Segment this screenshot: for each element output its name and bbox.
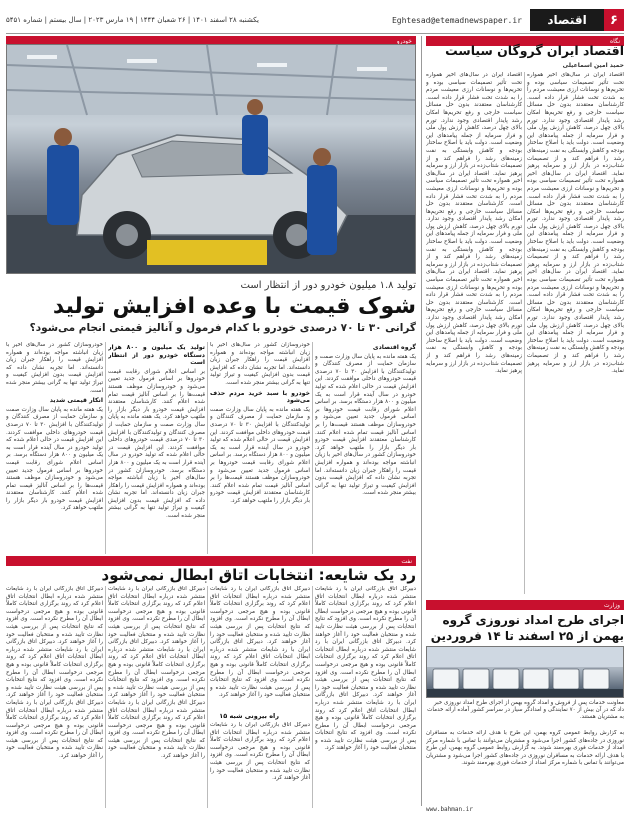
sidebar-text-4: اقتصاد ایران در سال‌های اخیر همواره تحت تأثیر تصمیمات سیاسی بوده و تحریم‌ها و نوسانات ارزی معیشت مردم را به شدت تحت فشار قرار داده است. کارشناسان معتقدند بدون حل مسائل سیاست خارجی و رفع تحریم‌ها امکان رشد پایدار اقتصادی وجود ندارد. تورم بالای چهل درصد، کاهش ارزش پول ملی و فرار سرمایه از جمله پیامدهای این وضعیت است. دولت باید با اصلاح ساختار بودجه و کاهش وابستگی به نفت زمینه‌های رشد را فراهم کند و از تصمیمات شتاب‌زده در بازار ارز و سرمایه پرهیز نماید. bbox=[426, 72, 522, 177]
second-subhead: راه بیرونی شبه ۱۵ bbox=[219, 712, 279, 720]
second-text-5: دبیرکل اتاق بازرگانی ایران با رد شایعات منتشر شده درباره ابطال انتخابات اتاق اعلام کرد که روند برگزاری انتخابات کاملاً قانونی بوده و هیچ مرجعی درخواست ابطال آن را مطرح نکرده است. وی افزود که نتایج انتخابات پس از بررسی هیئت نظارت تایید شده و منتخبان فعالیت خود را آغاز خواهند کرد. bbox=[210, 639, 310, 699]
tag-transport: وزارت bbox=[426, 600, 624, 610]
second-column-2b bbox=[210, 722, 310, 808]
main-text-c-4: خودروسازان کشور در سال‌های اخیر با زیان انباشته مواجه بوده‌اند و همواره افزایش قیمت را راهکار جبران زیان دانسته‌اند. اما تجربه نشان داده که افزایش قیمت بدون افزایش کیفیت و تیراژ تولید تنها به گرانی بیشتر منجر شده است. bbox=[6, 342, 103, 394]
column-divider bbox=[105, 342, 106, 554]
transport-column bbox=[426, 730, 624, 804]
header-divider bbox=[6, 33, 624, 34]
second-text-12: دبیرکل اتاق بازرگانی ایران با رد شایعات منتشر شده درباره ابطال انتخابات اتاق اعلام کرد که روند برگزاری انتخابات کاملاً قانونی بوده و هیچ مرجعی درخواست ابطال آن را مطرح نکرده است. وی افزود که نتایج انتخابات پس از بررسی هیئت نظارت تایید شده و منتخبان فعالیت خود را آغاز خواهند کرد. bbox=[6, 699, 103, 760]
dateline: یکشنبه ۲۸ اسفند ۱۴۰۱ | ۲۶ شعبان ۱۴۴۴ | ۱۹ مارس ۲۰۲۳ | سال بیستم | شماره ۵۴۵۱ bbox=[6, 16, 259, 24]
main-text-c-2: خودروسازان کشور در سال‌های اخیر با زیان انباشته مواجه بوده‌اند و همواره افزایش قیمت را راهکار جبران زیان دانسته‌اند. اما تجربه نشان داده که افزایش قیمت بدون افزایش کیفیت و تیراژ تولید تنها به گرانی بیشتر منجر شده است. bbox=[210, 342, 310, 386]
main-text-a-4: یک هفته مانده به پایان سال وزارت صمت و سازمان حمایت از مصرف کنندگان و تولیدکنندگان با افزایش ۳۰ تا ۷۰ درصدی قیمت خودروهای داخلی موافقت کردند. این افزایش قیمت در حالی اعلام شده که تولید خودرو در سال آینده قرار است به یک میلیون و ۸۰۰ هزار دستگاه برسد. bbox=[6, 406, 103, 459]
second-text-8: دبیرکل اتاق بازرگانی ایران با رد شایعات منتشر شده درباره ابطال انتخابات اتاق اعلام کرد که روند برگزاری انتخابات کاملاً قانونی بوده و هیچ مرجعی درخواست ابطال آن را مطرح نکرده است. وی افزود که نتایج انتخابات پس از بررسی هیئت نظارت تایید شده و منتخبان فعالیت خود را آغاز خواهند کرد. bbox=[108, 639, 205, 699]
column-divider bbox=[207, 342, 208, 554]
second-text: دبیرکل اتاق بازرگانی ایران با رد شایعات منتشر شده درباره ابطال انتخابات اتاق اعلام کرد که روند برگزاری انتخابات کاملاً قانونی بوده و هیچ مرجعی درخواست ابطال آن را مطرح نکرده است. وی افزود که نتایج انتخابات پس از بررسی هیئت نظارت تایید شده و منتخبان فعالیت خود را آغاز خواهند کرد. bbox=[315, 586, 416, 646]
sidebar-divider bbox=[421, 36, 422, 806]
main-column-2 bbox=[210, 342, 310, 554]
factory-photo bbox=[6, 44, 416, 274]
main-text-c-3: خودروسازان کشور در سال‌های اخیر با زیان انباشته مواجه بوده‌اند و همواره افزایش قیمت را راهکار جبران زیان دانسته‌اند. اما تجربه نشان داده که افزایش قیمت بدون افزایش کیفیت و تیراژ تولید تنها به گرانی بیشتر منجر شده است. bbox=[108, 467, 205, 520]
main-byline: گروه اقتصادی bbox=[372, 344, 416, 351]
section-label: اقتصاد bbox=[530, 9, 604, 31]
second-headline: رد یک شایعه: انتخابات اتاق ابطال نمی‌شود bbox=[101, 566, 416, 584]
main-col1-heading: خودرو با سبد خرید مردم حذف می‌شود bbox=[210, 389, 310, 405]
main-text-b: بر اساس اعلام شورای رقابت قیمت خودروها بر اساس فرمول جدید تعیین می‌شود و خودروسازان موظف هستند قیمت‌ها را بر اساس آنالیز قیمت تمام شده اعلام کنند. کارشناسان معتقدند افزایش قیمت خودرو بار دیگر بازار را ملتهب خواهد کرد. bbox=[315, 399, 416, 451]
main-text-b-3: بر اساس اعلام شورای رقابت قیمت خودروها بر اساس فرمول جدید تعیین می‌شود و خودروسازان موظف هستند قیمت‌ها را بر اساس آنالیز قیمت تمام شده اعلام کنند. کارشناسان معتقدند افزایش قیمت خودرو بار دیگر بازار را ملتهب خواهد کرد. bbox=[108, 368, 205, 421]
main-column-3 bbox=[108, 342, 205, 554]
column-divider bbox=[312, 586, 313, 808]
second-text-3: دبیرکل اتاق بازرگانی ایران با رد شایعات منتشر شده درباره ابطال انتخابات اتاق اعلام کرد که روند برگزاری انتخابات کاملاً قانونی بوده و هیچ مرجعی درخواست ابطال آن را مطرح نکرده است. وی افزود که نتایج انتخابات پس از بررسی هیئت نظارت تایید شده و منتخبان فعالیت خود را آغاز خواهند کرد. bbox=[315, 692, 416, 752]
main-col3-heading: انکار قیمتی شدید bbox=[49, 397, 103, 405]
transport-text-2: به گزارش روابط عمومی گروه بهمن، این طرح با هدف ارائه خدمات به مسافران نوروزی در جاده‌های کشور اجرا می‌شود و مشتریان می‌توانند با تماس با شماره مرکز امداد از خدمات فوری بهره‌مند شوند. bbox=[426, 745, 624, 767]
sidebar-text-6: اقتصاد ایران در سال‌های اخیر همواره تحت تأثیر تصمیمات سیاسی بوده و تحریم‌ها و نوسانات ارزی معیشت مردم را به شدت تحت فشار قرار داده است. کارشناسان معتقدند بدون حل مسائل سیاست خارجی و رفع تحریم‌ها امکان رشد پایدار اقتصادی وجود ندارد. تورم بالای چهل درصد، کاهش ارزش پول ملی و فرار سرمایه از جمله پیامدهای این وضعیت است. دولت باید با اصلاح ساختار بودجه و کاهش وابستگی به نفت زمینه‌های رشد را فراهم کند و از تصمیمات شتاب‌زده در بازار ارز و سرمایه پرهیز نماید. bbox=[426, 269, 522, 375]
sidebar-text: اقتصاد ایران در سال‌های اخیر همواره تحت تأثیر تصمیمات سیاسی بوده و تحریم‌ها و نوسانات ارزی معیشت مردم را به شدت تحت فشار قرار داده است. کارشناسان معتقدند بدون حل مسائل سیاست خارجی و رفع تحریم‌ها امکان رشد پایدار اقتصادی وجود ندارد. تورم بالای چهل درصد، کاهش ارزش پول ملی و فرار سرمایه از جمله پیامدهای این وضعیت است. دولت باید با اصلاح ساختار بودجه و کاهش وابستگی به نفت زمینه‌های رشد را فراهم کند و از تصمیمات شتاب‌زده در بازار ارز و سرمایه پرهیز نماید. bbox=[527, 72, 624, 177]
sidebar-text-2: اقتصاد ایران در سال‌های اخیر همواره تحت تأثیر تصمیمات سیاسی بوده و تحریم‌ها و نوسانات ارزی معیشت مردم را به شدت تحت فشار قرار داده است. کارشناسان معتقدند بدون حل مسائل سیاست خارجی و رفع تحریم‌ها امکان رشد پایدار اقتصادی وجود ندارد. تورم بالای چهل درصد، کاهش ارزش پول ملی و فرار سرمایه از جمله پیامدهای این وضعیت است. دولت باید با اصلاح ساختار بودجه و کاهش وابستگی به نفت زمینه‌های رشد را فراهم کند و از تصمیمات شتاب‌زده در بازار ارز و سرمایه پرهیز نماید. bbox=[527, 170, 624, 276]
column-divider bbox=[524, 72, 525, 594]
transport-headline: اجرای طرح امداد نوروزی گروه بهمن از ۲۵ اسفند تا ۱۴ فروردین bbox=[430, 613, 624, 643]
page-number: ۶ bbox=[604, 9, 624, 31]
second-column-3 bbox=[108, 586, 205, 808]
main-col2-heading: تولید یک میلیون و ۸۰۰ هزار دستگاه خودرو دور از انتظار است bbox=[108, 344, 205, 367]
second-text-6: دبیرکل اتاق بازرگانی ایران با رد شایعات منتشر شده درباره ابطال انتخابات اتاق اعلام کرد که روند برگزاری انتخابات کاملاً قانونی بوده و هیچ مرجعی درخواست ابطال آن را مطرح نکرده است. وی افزود که نتایج انتخابات پس از بررسی هیئت نظارت تایید شده و منتخبان فعالیت خود را آغاز خواهند کرد. bbox=[210, 722, 310, 782]
second-column-4 bbox=[6, 586, 103, 808]
second-text-4: دبیرکل اتاق بازرگانی ایران با رد شایعات منتشر شده درباره ابطال انتخابات اتاق اعلام کرد که روند برگزاری انتخابات کاملاً قانونی بوده و هیچ مرجعی درخواست ابطال آن را مطرح نکرده است. وی افزود که نتایج انتخابات پس از بررسی هیئت نظارت تایید شده و منتخبان فعالیت خود را آغاز خواهند کرد. bbox=[210, 586, 310, 646]
bahman-fleet-photo bbox=[426, 646, 624, 698]
main-subhead: گرانی ۳۰ تا ۷۰ درصدی خودرو با کدام فرمول و آنالیز قیمتی انجام می‌شود؟ bbox=[29, 322, 416, 334]
transport-text: به گزارش روابط عمومی گروه بهمن، این طرح با هدف ارائه خدمات به مسافران نوروزی در جاده‌های کشور اجرا می‌شود و مشتریان می‌توانند با تماس با شماره مرکز امداد از خدمات فوری بهره‌مند شوند. bbox=[426, 730, 624, 752]
second-text-7: دبیرکل اتاق بازرگانی ایران با رد شایعات منتشر شده درباره ابطال انتخابات اتاق اعلام کرد که روند برگزاری انتخابات کاملاً قانونی بوده و هیچ مرجعی درخواست ابطال آن را مطرح نکرده است. وی افزود که نتایج انتخابات پس از بررسی هیئت نظارت تایید شده و منتخبان فعالیت خود را آغاز خواهند کرد. bbox=[108, 586, 205, 646]
main-text-a-3: یک هفته مانده به پایان سال وزارت صمت و سازمان حمایت از مصرف کنندگان و تولیدکنندگان با افزایش ۳۰ تا ۷۰ درصدی قیمت خودروهای داخلی موافقت کردند. این افزایش قیمت در حالی اعلام شده که تولید خودرو در سال آینده قرار است به یک میلیون و ۸۰۰ هزار دستگاه برسد. bbox=[108, 414, 205, 474]
main-text-b-2: بر اساس اعلام شورای رقابت قیمت خودروها بر اساس فرمول جدید تعیین می‌شود و خودروسازان موظف هستند قیمت‌ها را بر اساس آنالیز قیمت تمام شده اعلام کنند. کارشناسان معتقدند افزایش قیمت خودرو بار دیگر بازار را ملتهب خواهد کرد. bbox=[210, 452, 310, 504]
sidebar-text-3: اقتصاد ایران در سال‌های اخیر همواره تحت تأثیر تصمیمات سیاسی بوده و تحریم‌ها و نوسانات ارزی معیشت مردم را به شدت تحت فشار قرار داده است. کارشناسان معتقدند بدون حل مسائل سیاست خارجی و رفع تحریم‌ها امکان رشد پایدار اقتصادی وجود ندارد. تورم بالای چهل درصد، کاهش ارزش پول ملی و فرار سرمایه از جمله پیامدهای این وضعیت است. دولت باید با اصلاح ساختار بودجه و کاهش وابستگی به نفت زمینه‌های رشد را فراهم کند و از تصمیمات شتاب‌زده در بازار ارز و سرمایه پرهیز نماید. bbox=[527, 269, 624, 375]
sidebar-text-5: اقتصاد ایران در سال‌های اخیر همواره تحت تأثیر تصمیمات سیاسی بوده و تحریم‌ها و نوسانات ارزی معیشت مردم را به شدت تحت فشار قرار داده است. کارشناسان معتقدند بدون حل مسائل سیاست خارجی و رفع تحریم‌ها امکان رشد پایدار اقتصادی وجود ندارد. تورم بالای چهل درصد، کاهش ارزش پول ملی و فرار سرمایه از جمله پیامدهای این وضعیت است. دولت باید با اصلاح ساختار بودجه و کاهش وابستگی به نفت زمینه‌های رشد را فراهم کند و از تصمیمات شتاب‌زده در بازار ارز و سرمایه پرهیز نماید. bbox=[426, 170, 522, 276]
column-divider bbox=[207, 586, 208, 808]
main-column-1 bbox=[315, 342, 416, 554]
masthead bbox=[6, 8, 624, 32]
transport-caption: معاونت خدمات پس از فروش و امداد گروه بهمن از اجرای طرح امداد نوروزی خبر داد که در آن بیش از ۷۰ نمایندگی و امدادگر سیار در سراسر کشور آماده ارائه خدمات به مشتریان هستند. bbox=[427, 700, 624, 721]
tag-view: نگاه bbox=[426, 36, 624, 46]
section-email[interactable]: Eghtesad@etemadnewspaper.ir bbox=[391, 15, 522, 25]
main-headline: شوک قیمت با وعده افزایش تولید bbox=[52, 294, 416, 319]
sidebar-title: اقتصاد ایران گروگان سیاست bbox=[445, 43, 624, 58]
tag-auto: خودرو bbox=[6, 36, 416, 46]
second-text-11: دبیرکل اتاق بازرگانی ایران با رد شایعات منتشر شده درباره ابطال انتخابات اتاق اعلام کرد که روند برگزاری انتخابات کاملاً قانونی بوده و هیچ مرجعی درخواست ابطال آن را مطرح نکرده است. وی افزود که نتایج انتخابات پس از بررسی هیئت نظارت تایید شده و منتخبان فعالیت خود را آغاز خواهند کرد. bbox=[6, 639, 103, 699]
main-kicker: تولید ۱.۸ میلیون خودرو دور از انتظار است bbox=[240, 280, 416, 291]
second-column-1 bbox=[315, 586, 416, 808]
sidebar-column-1 bbox=[527, 72, 624, 594]
main-text-b-4: بر اساس اعلام شورای رقابت قیمت خودروها بر اساس فرمول جدید تعیین می‌شود و خودروسازان موظف هستند قیمت‌ها را بر اساس آنالیز قیمت تمام شده اعلام کنند. کارشناسان معتقدند افزایش قیمت خودرو بار دیگر بازار را ملتهب خواهد کرد. bbox=[6, 452, 103, 512]
second-text-9: دبیرکل اتاق بازرگانی ایران با رد شایعات منتشر شده درباره ابطال انتخابات اتاق اعلام کرد که روند برگزاری انتخابات کاملاً قانونی بوده و هیچ مرجعی درخواست ابطال آن را مطرح نکرده است. وی افزود که نتایج انتخابات پس از بررسی هیئت نظارت تایید شده و منتخبان فعالیت خود را آغاز خواهند کرد. bbox=[108, 699, 205, 760]
sidebar-author: حمید امین اسماعیلی bbox=[562, 62, 624, 69]
column-divider bbox=[105, 586, 106, 808]
second-text-2: دبیرکل اتاق بازرگانی ایران با رد شایعات منتشر شده درباره ابطال انتخابات اتاق اعلام کرد که روند برگزاری انتخابات کاملاً قانونی بوده و هیچ مرجعی درخواست ابطال آن را مطرح نکرده است. وی افزود که نتایج انتخابات پس از بررسی هیئت نظارت تایید شده و منتخبان فعالیت خود را آغاز خواهند کرد. bbox=[315, 639, 416, 699]
main-column-4 bbox=[6, 342, 103, 554]
tag-oil: نفت bbox=[6, 556, 416, 566]
main-text-a-2: یک هفته مانده به پایان سال وزارت صمت و سازمان حمایت از مصرف کنندگان و تولیدکنندگان با افزایش ۳۰ تا ۷۰ درصدی قیمت خودروهای داخلی موافقت کردند. این افزایش قیمت در حالی اعلام شده که تولید خودرو در سال آینده قرار است به یک میلیون و ۸۰۰ هزار دستگاه برسد. bbox=[210, 406, 310, 459]
sidebar-column-2 bbox=[426, 72, 522, 594]
main-text-c: خودروسازان کشور در سال‌های اخیر با زیان انباشته مواجه بوده‌اند و همواره افزایش قیمت را راهکار جبران زیان دانسته‌اند. اما تجربه نشان داده که افزایش قیمت بدون افزایش کیفیت و تیراژ تولید تنها به گرانی بیشتر منجر شده است. bbox=[315, 452, 416, 497]
main-text-a: یک هفته مانده به پایان سال وزارت صمت و سازمان حمایت از مصرف کنندگان و تولیدکنندگان با افزایش ۳۰ تا ۷۰ درصدی قیمت خودروهای داخلی موافقت کردند. این افزایش قیمت در حالی اعلام شده که تولید خودرو در سال آینده قرار است به یک میلیون و ۸۰۰ هزار دستگاه برسد. bbox=[315, 353, 416, 406]
transport-url[interactable]: www.bahman.ir bbox=[426, 806, 473, 813]
column-divider bbox=[312, 342, 313, 554]
second-column-2 bbox=[210, 586, 310, 710]
second-text-10: دبیرکل اتاق بازرگانی ایران با رد شایعات منتشر شده درباره ابطال انتخابات اتاق اعلام کرد که روند برگزاری انتخابات کاملاً قانونی بوده و هیچ مرجعی درخواست ابطال آن را مطرح نکرده است. وی افزود که نتایج انتخابات پس از بررسی هیئت نظارت تایید شده و منتخبان فعالیت خود را آغاز خواهند کرد. bbox=[6, 586, 103, 646]
